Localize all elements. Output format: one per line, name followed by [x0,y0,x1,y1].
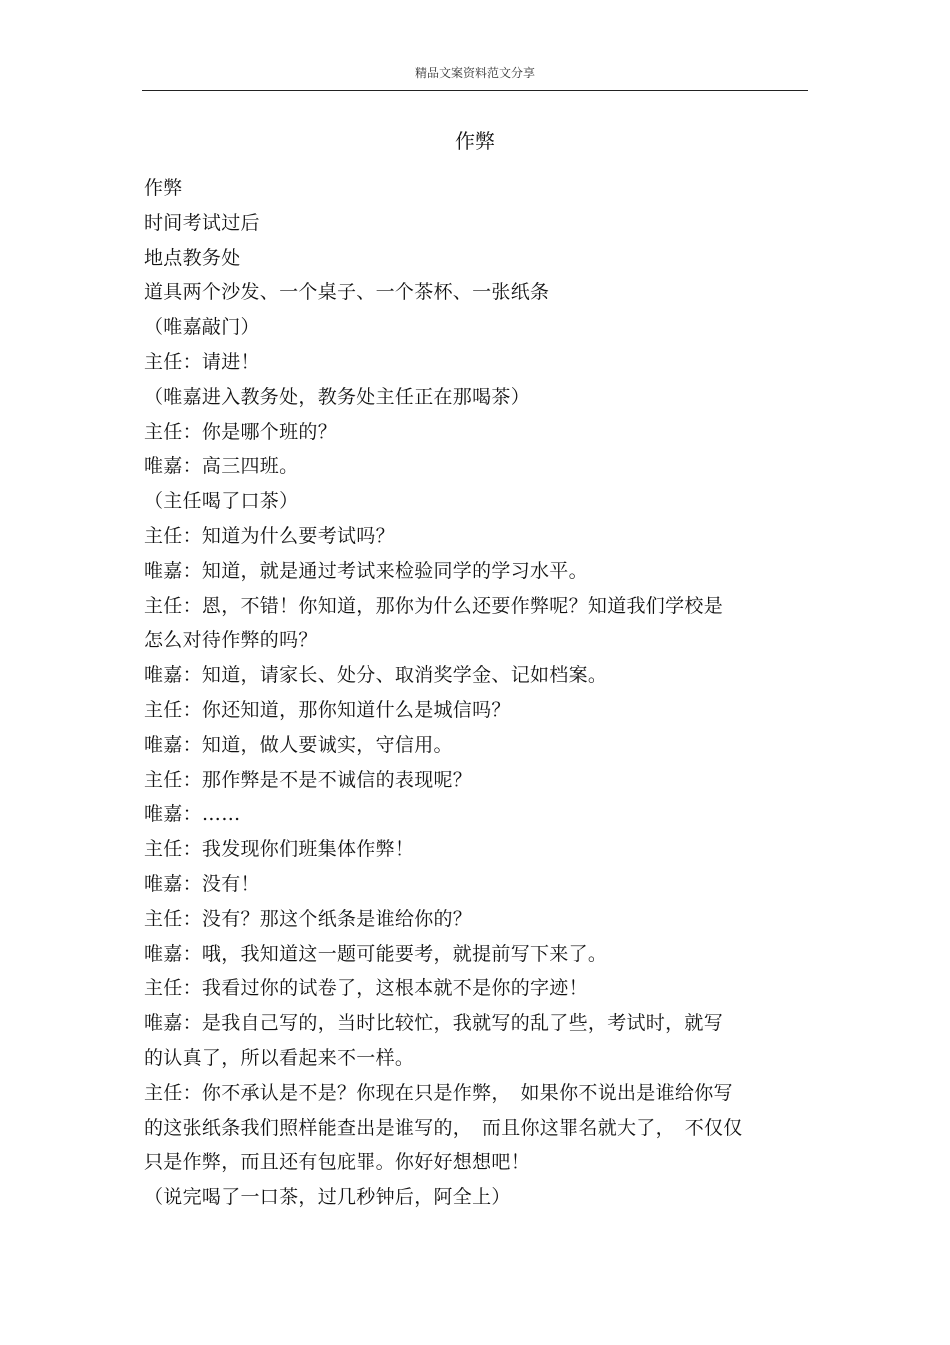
text-line: （唯嘉敲门） [144,316,260,339]
text-line: （唯嘉进入教务处，教务处主任正在那喝茶） [144,385,531,408]
text-line: 主任：我看过你的试卷了，这根本就不是你的字迹！ [144,977,588,1000]
text-line: 主任：请进！ [144,350,260,373]
text-line: 主任：那作弊是不是不诚信的表现呢？ [144,768,473,791]
text-line: 主任：我发现你们班集体作弊！ [144,838,415,861]
text-line: 主任：你不承认是不是？你现在只是作弊， 如果你不说出是谁给你写 [144,1081,733,1104]
text-line: （主任喝了口茶） [144,490,299,513]
text-line: 主任：你还知道，那你知道什么是城信吗？ [144,698,511,721]
text-line: 主任：你是哪个班的？ [144,420,338,443]
text-line: 唯嘉：知道，就是通过考试来检验同学的学习水平。 [144,559,588,582]
text-line: 怎么对待作弊的吗？ [144,629,318,652]
text-line: 唯嘉：高三四班。 [144,455,299,478]
text-line: 地点教务处 [144,246,241,269]
text-line: 作弊 [144,177,183,199]
text-line: 唯嘉：哦，我知道这一题可能要考，就提前写下来了。 [144,942,608,965]
text-line: 主任：恩，不错！你知道，那你为什么还要作弊呢？知道我们学校是 [144,594,724,617]
text-line: 只是作弊，而且还有包庇罪。你好好想想吧！ [144,1151,531,1174]
header-divider [142,90,808,91]
text-line: 道具两个沙发、一个桌子、一个茶杯、一张纸条 [144,281,550,304]
text-line: 唯嘉：…… [144,803,241,826]
page-header: 精品文案资料范文分享 [414,66,535,80]
text-line: 的认真了，所以看起来不一样。 [144,1046,415,1069]
text-line: 唯嘉：没有！ [144,872,260,895]
text-line: 唯嘉：是我自己写的，当时比较忙，我就写的乱了些，考试时，就写 [144,1012,724,1035]
text-line: 唯嘉：知道，做人要诚实，守信用。 [144,733,453,756]
text-line: 时间考试过后 [144,211,260,234]
text-line: 的这张纸条我们照样能查出是谁写的， 而且你这罪名就大了， 不仅仅 [144,1116,743,1139]
text-line: 唯嘉：知道，请家长、处分、取消奖学金、记如档案。 [144,664,608,687]
document-body [144,171,808,1215]
text-line: 主任：没有？那这个纸条是谁给你的？ [144,907,473,930]
text-line: （说完喝了一口茶，过几秒钟后，阿全上） [144,1186,511,1209]
text-line: 主任：知道为什么要考试吗？ [144,524,395,547]
document-title: 作弊 [455,129,495,153]
